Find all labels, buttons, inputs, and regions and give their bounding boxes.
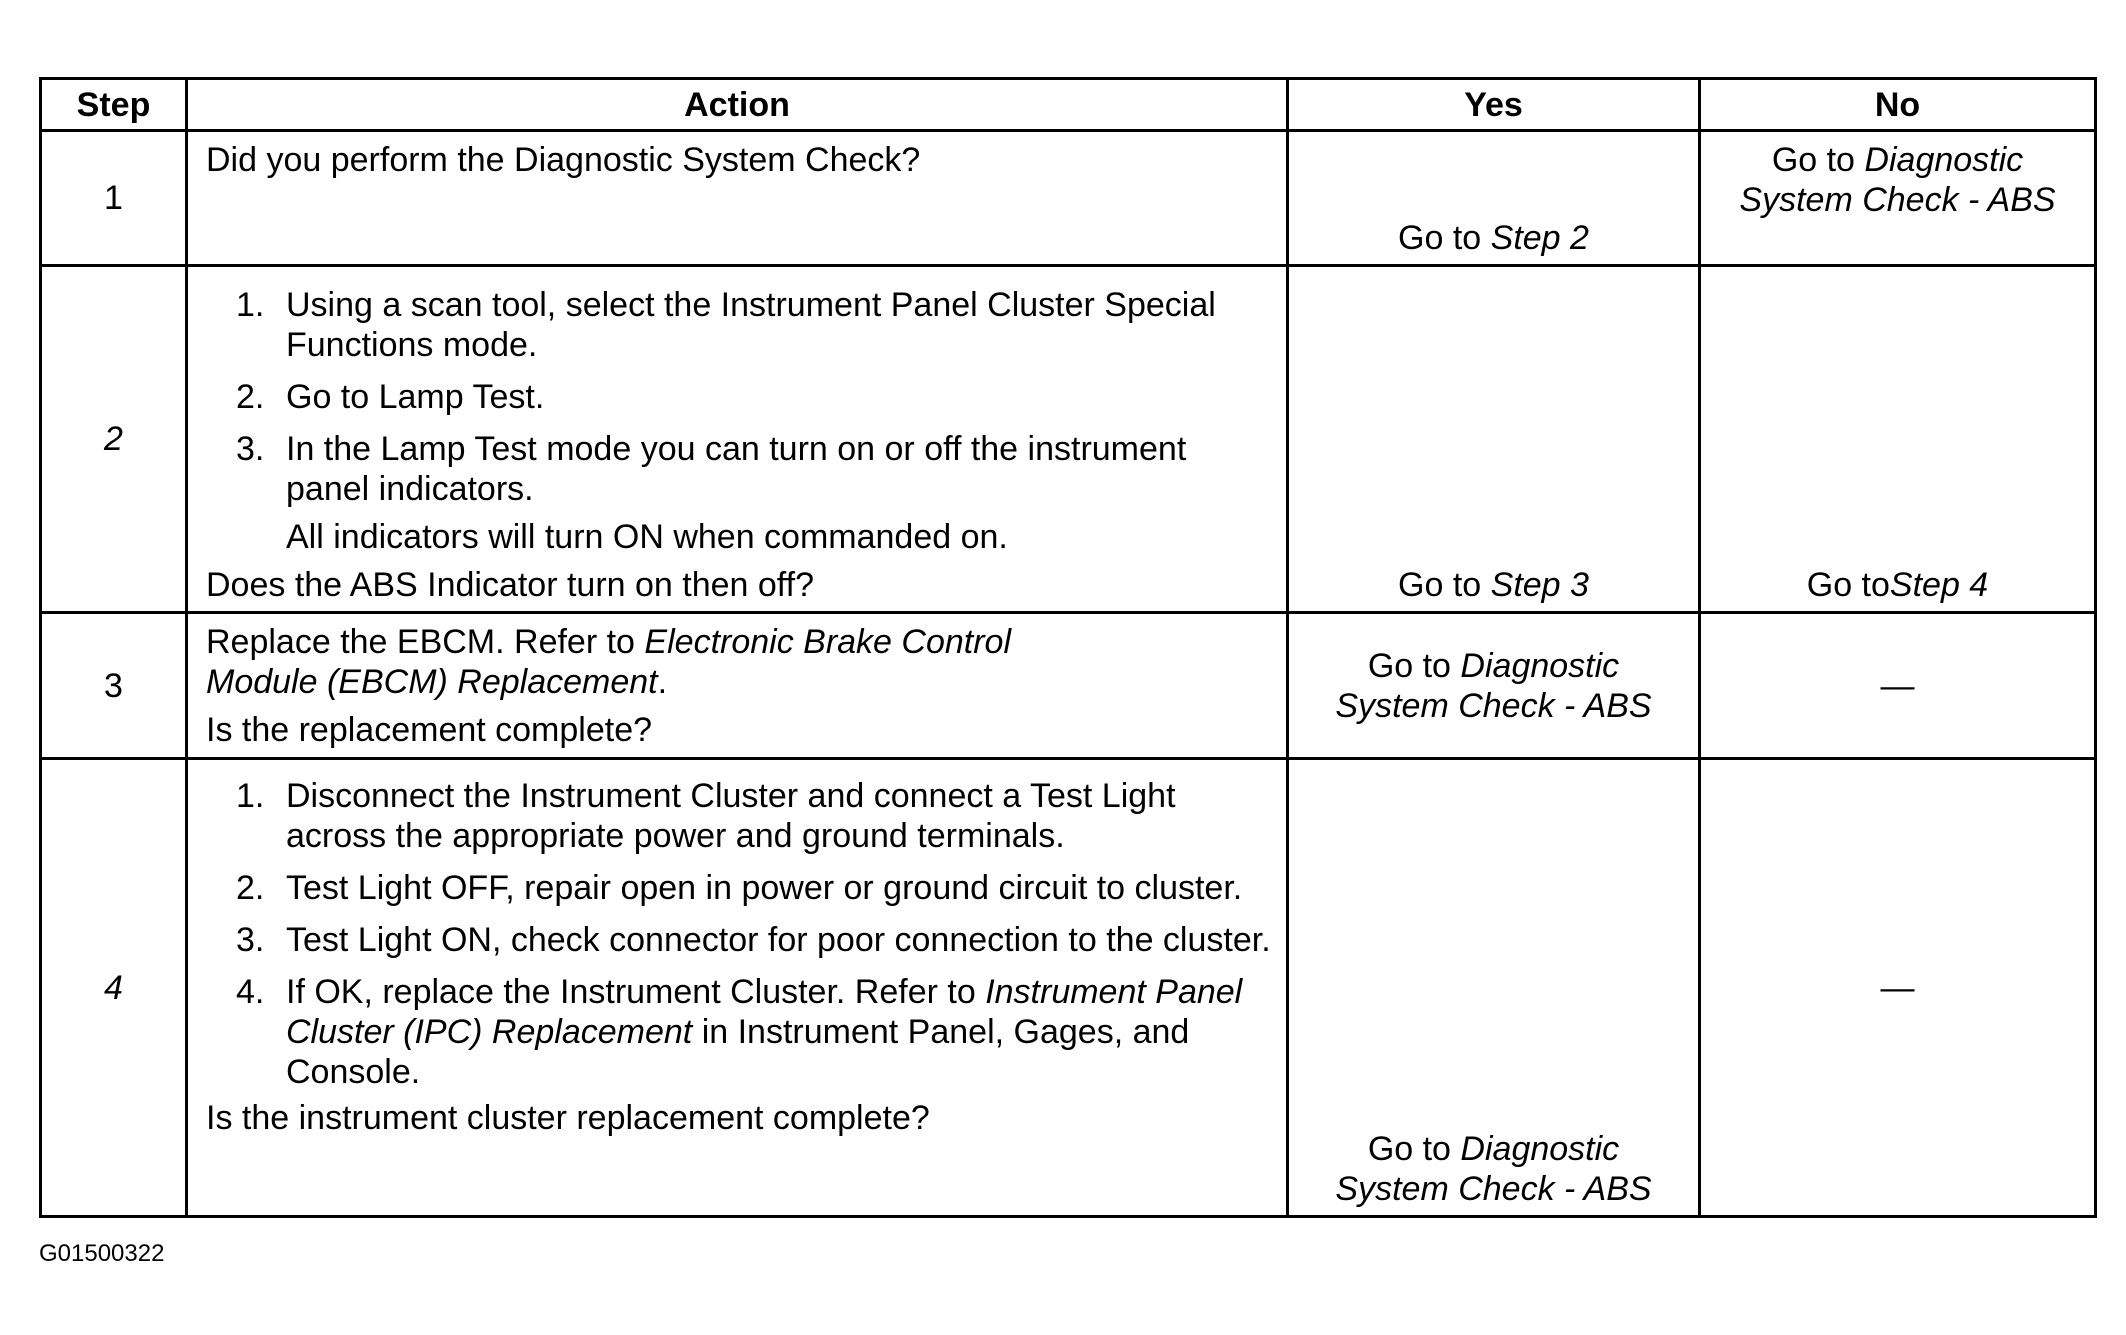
header-action: Action xyxy=(187,79,1288,131)
list-item: 2. Test Light OFF, repair open in power or ground circuit to cluster. xyxy=(236,869,1243,907)
no-cell: — xyxy=(1700,613,2096,759)
table-row xyxy=(41,613,2096,759)
yes-ref: Diagnostic System Check - ABS xyxy=(1335,646,1652,725)
yes-cell xyxy=(1288,613,1700,759)
yes-ref: Diagnostic System Check - ABS xyxy=(1335,1130,1652,1208)
header-no: No xyxy=(1700,79,2096,131)
no-cell xyxy=(1700,131,2096,266)
yes-goto: Go to Diagnostic System Check - ABS xyxy=(1335,1130,1652,1208)
yes-cell xyxy=(1288,266,1700,613)
question-text: Did you perform the Diagnostic System Check? xyxy=(206,141,921,179)
ref-link: Electronic Brake Control Module (EBCM) Replacement xyxy=(206,623,1012,701)
table-row xyxy=(41,131,2096,266)
yes-ref: Step 2 xyxy=(1490,219,1589,257)
instruction-text: Replace the EBCM. Refer to Electronic Brake Control Module (EBCM) Replacement. xyxy=(206,623,1012,701)
step-number: 3 xyxy=(41,613,187,759)
yes-goto: Go to Diagnostic System Check - ABS xyxy=(1335,646,1652,725)
yes-cell xyxy=(1288,131,1700,266)
list-item: 1. Disconnect the Instrument Cluster and connect a Test Light across the appropriate power and ground terminals. xyxy=(236,777,1176,855)
no-ref: Step 4 xyxy=(1889,566,1989,604)
table-row xyxy=(41,266,2096,613)
action-cell xyxy=(187,131,1288,266)
list-item: 3. In the Lamp Test mode you can turn on or off the instrument panel indicators. xyxy=(236,430,1187,508)
action-cell xyxy=(187,613,1288,759)
header-yes: Yes xyxy=(1288,79,1700,131)
question-text: Does the ABS Indicator turn on then off? xyxy=(206,566,814,604)
header-step: Step xyxy=(41,79,187,131)
step-number: 4 xyxy=(41,759,187,1217)
list-item: 3. Test Light ON, check connector for poor connection to the cluster. xyxy=(236,921,1271,959)
note-text: All indicators will turn ON when commanded on. xyxy=(286,518,1008,556)
action-cell xyxy=(187,759,1288,1217)
list-item: 4. If OK, replace the Instrument Cluster. Refer to Instrument Panel Cluster (IPC) Replacement in Instrument Panel, Gages, and Console. xyxy=(236,973,1243,1091)
question-text: Is the replacement complete? xyxy=(206,711,653,749)
yes-cell xyxy=(1288,759,1700,1217)
step-number: 1 xyxy=(41,131,187,266)
yes-goto: Go to Step 2 xyxy=(1398,219,1589,257)
ref-link: Instrument Panel Cluster (IPC) Replacement xyxy=(286,973,1243,1051)
no-ref: Diagnostic System Check - ABS xyxy=(1739,141,2056,219)
list-item: 2. Go to Lamp Test. xyxy=(236,378,545,416)
header-row xyxy=(41,79,2096,131)
yes-ref: Step 3 xyxy=(1490,566,1589,604)
figure-id: G01500322 xyxy=(39,1240,165,1267)
yes-goto: Go to Step 3 xyxy=(1398,566,1589,604)
question-text: Is the instrument cluster replacement complete? xyxy=(206,1099,930,1137)
no-goto: Go to Diagnostic System Check - ABS xyxy=(1739,141,2056,219)
instruction-list xyxy=(206,285,1272,509)
step-number: 2 xyxy=(41,266,187,613)
instruction-list xyxy=(206,776,1272,1092)
no-cell: — xyxy=(1700,759,2096,1217)
no-goto: Go toStep 4 xyxy=(1806,566,1989,604)
table-row xyxy=(41,759,2096,1217)
no-cell xyxy=(1700,266,2096,613)
action-cell xyxy=(187,266,1288,613)
diagnostic-table xyxy=(39,77,2097,1218)
list-item: 1. Using a scan tool, select the Instrument Panel Cluster Special Functions mode. xyxy=(236,286,1216,364)
